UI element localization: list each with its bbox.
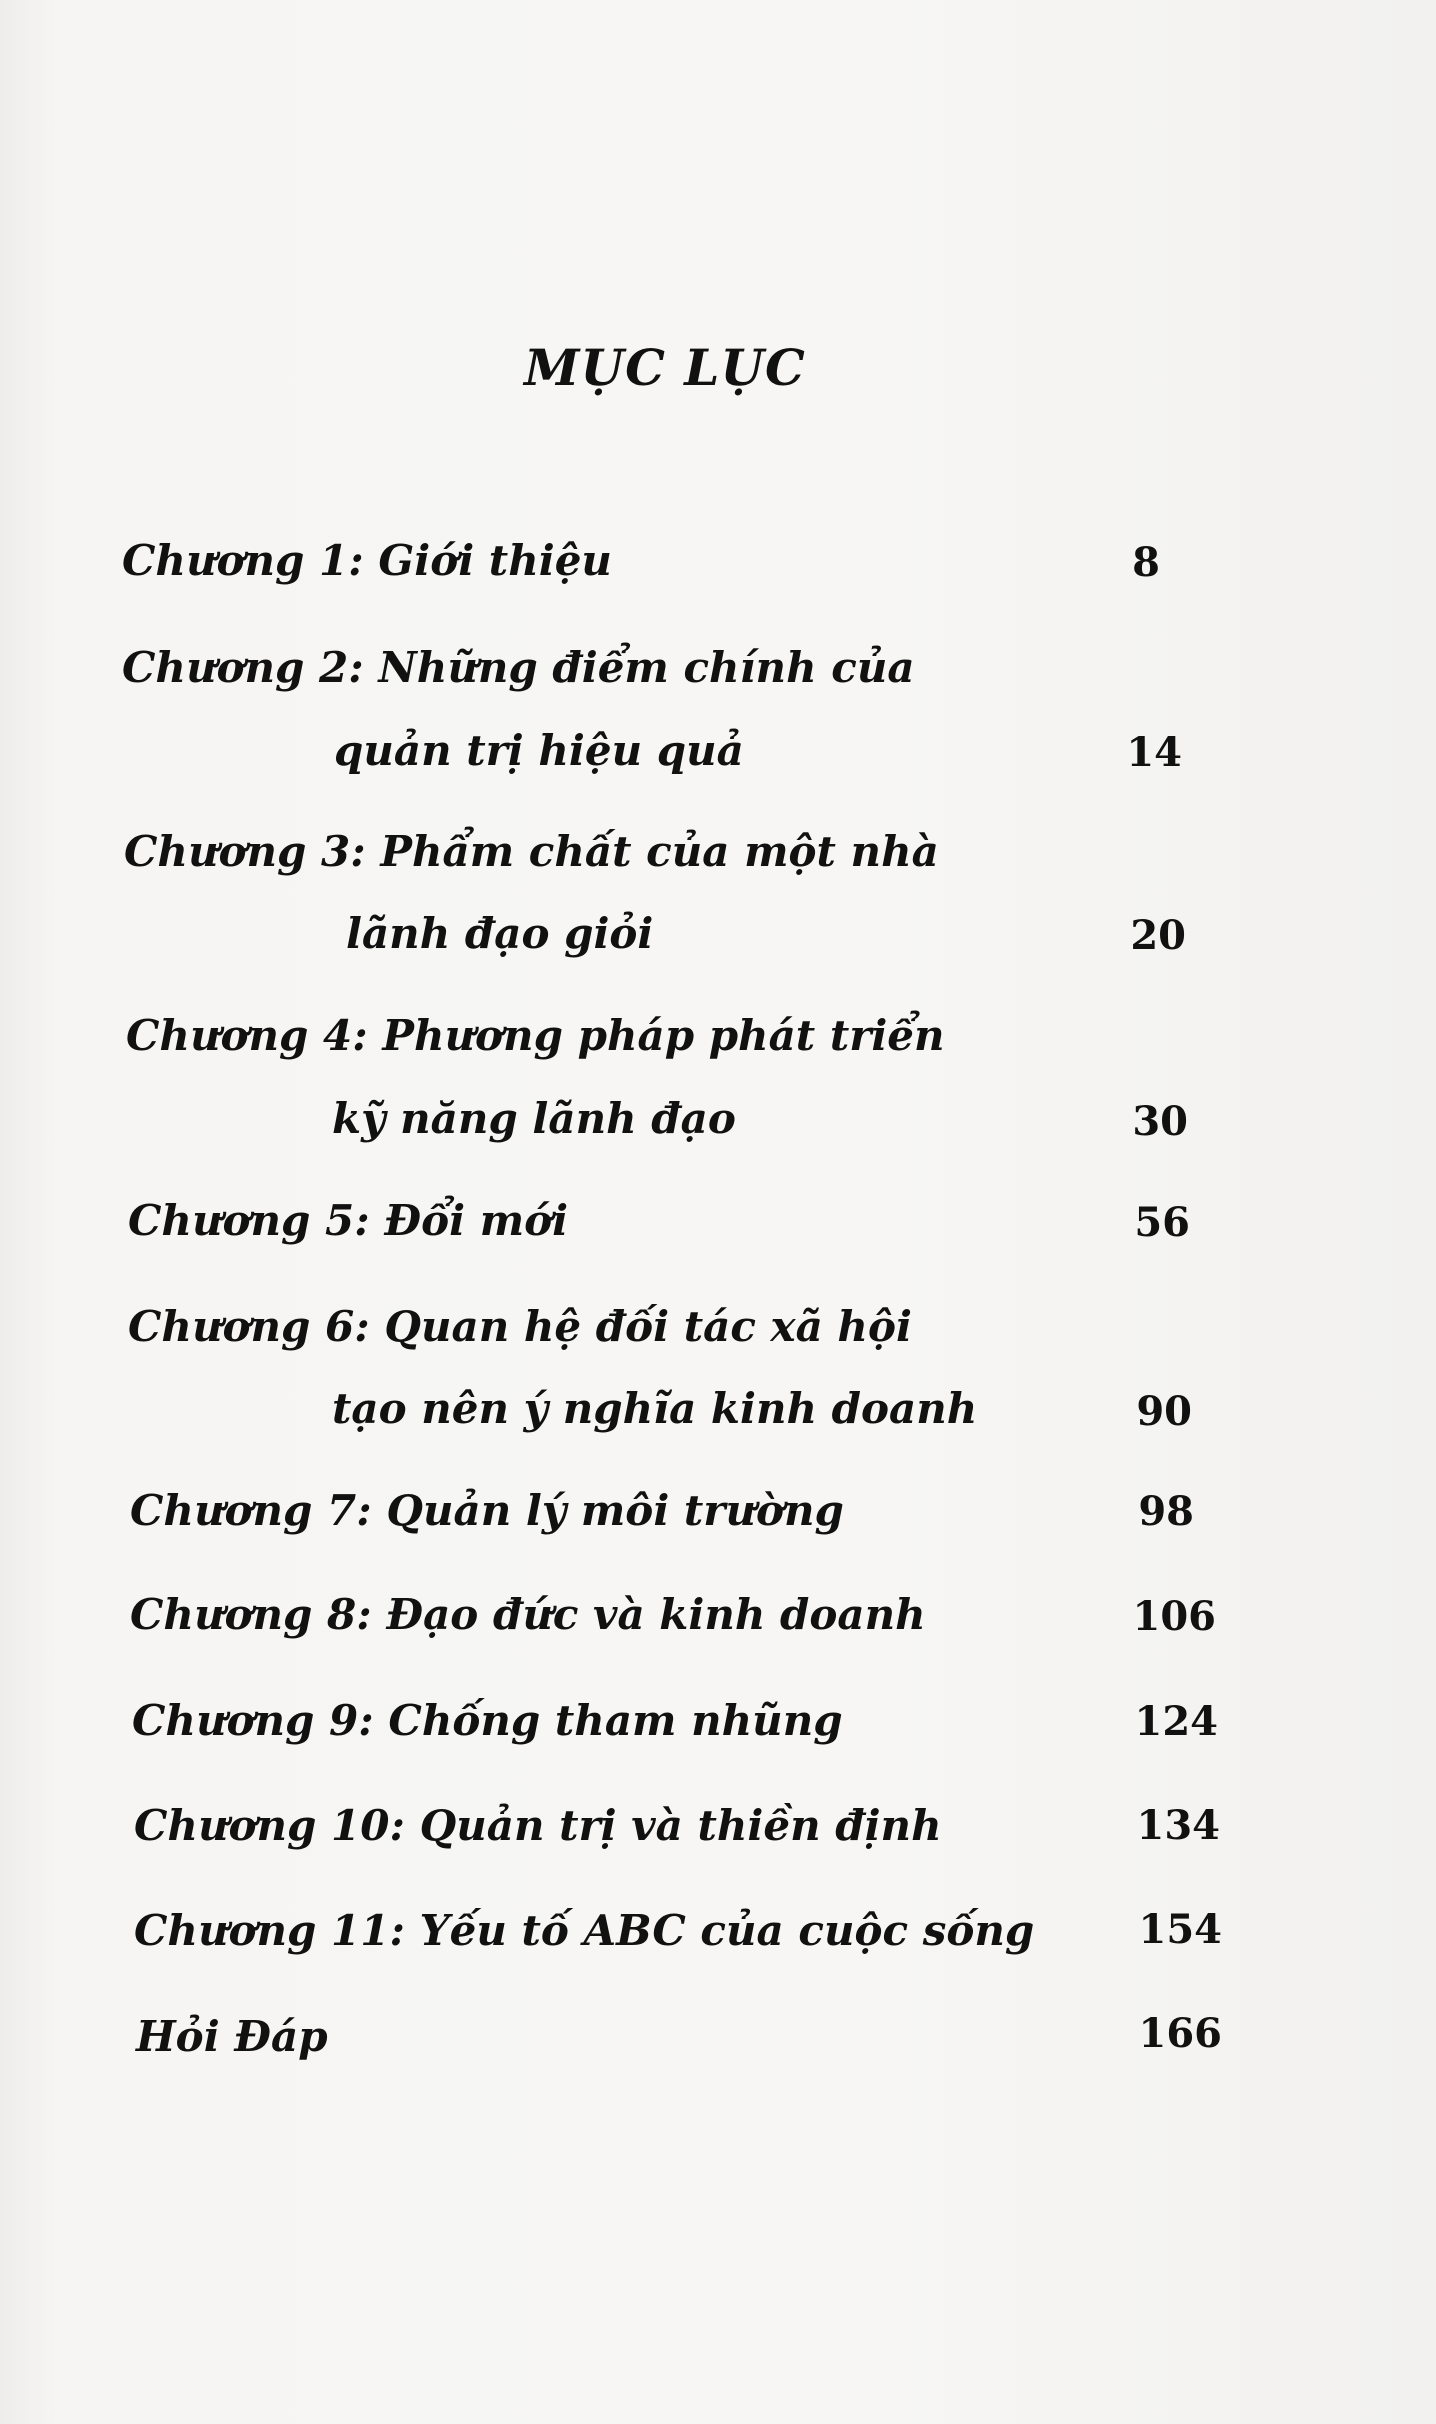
toc-entry-page: 14 [1126,729,1182,776]
toc-entry-label: Chương 4: Phương pháp phát triển [126,1011,945,1060]
toc-entry-label: Hỏi Đáp [136,2012,328,2061]
toc-entry-page: 124 [1134,1698,1218,1745]
toc-entry-continuation: kỹ năng lãnh đạo [332,1094,736,1143]
toc-entry-page: 30 [1132,1098,1188,1145]
toc-entry-page: 8 [1132,539,1160,586]
toc-entry-page: 20 [1130,912,1186,959]
toc-entry-page: 106 [1132,1593,1216,1640]
toc-entry-label: Chương 7: Quản lý môi trường [130,1486,844,1535]
toc-entry-page: 134 [1136,1802,1220,1849]
toc-entry-label: Chương 3: Phẩm chất của một nhà [124,827,939,876]
toc-entry-label: Chương 11: Yếu tố ABC của cuộc sống [134,1906,1035,1955]
toc-entry-page: 90 [1136,1388,1192,1435]
toc-entry-label: Chương 10: Quản trị và thiền định [134,1801,942,1850]
toc-entry-continuation: tạo nên ý nghĩa kinh doanh [332,1384,978,1433]
toc-entry-label: Chương 6: Quan hệ đối tác xã hội [128,1302,912,1351]
toc-entry-page: 56 [1134,1199,1190,1246]
page-title: MỤC LỤC [524,338,806,397]
toc-entry-label: Chương 2: Những điểm chính của [122,643,915,692]
toc-entry-continuation: quản trị hiệu quả [334,726,744,775]
toc-entry-label: Chương 5: Đổi mới [128,1196,569,1245]
toc-entry-page: 154 [1138,1906,1222,1953]
toc-entry-label: Chương 1: Giới thiệu [122,536,612,585]
toc-entry-page: 166 [1138,2010,1222,2057]
toc-entry-page: 98 [1138,1488,1194,1535]
toc-entry-continuation: lãnh đạo giỏi [346,909,654,958]
toc-entry-label: Chương 8: Đạo đức và kinh doanh [130,1590,926,1639]
toc-entry-label: Chương 9: Chống tham nhũng [132,1696,843,1745]
